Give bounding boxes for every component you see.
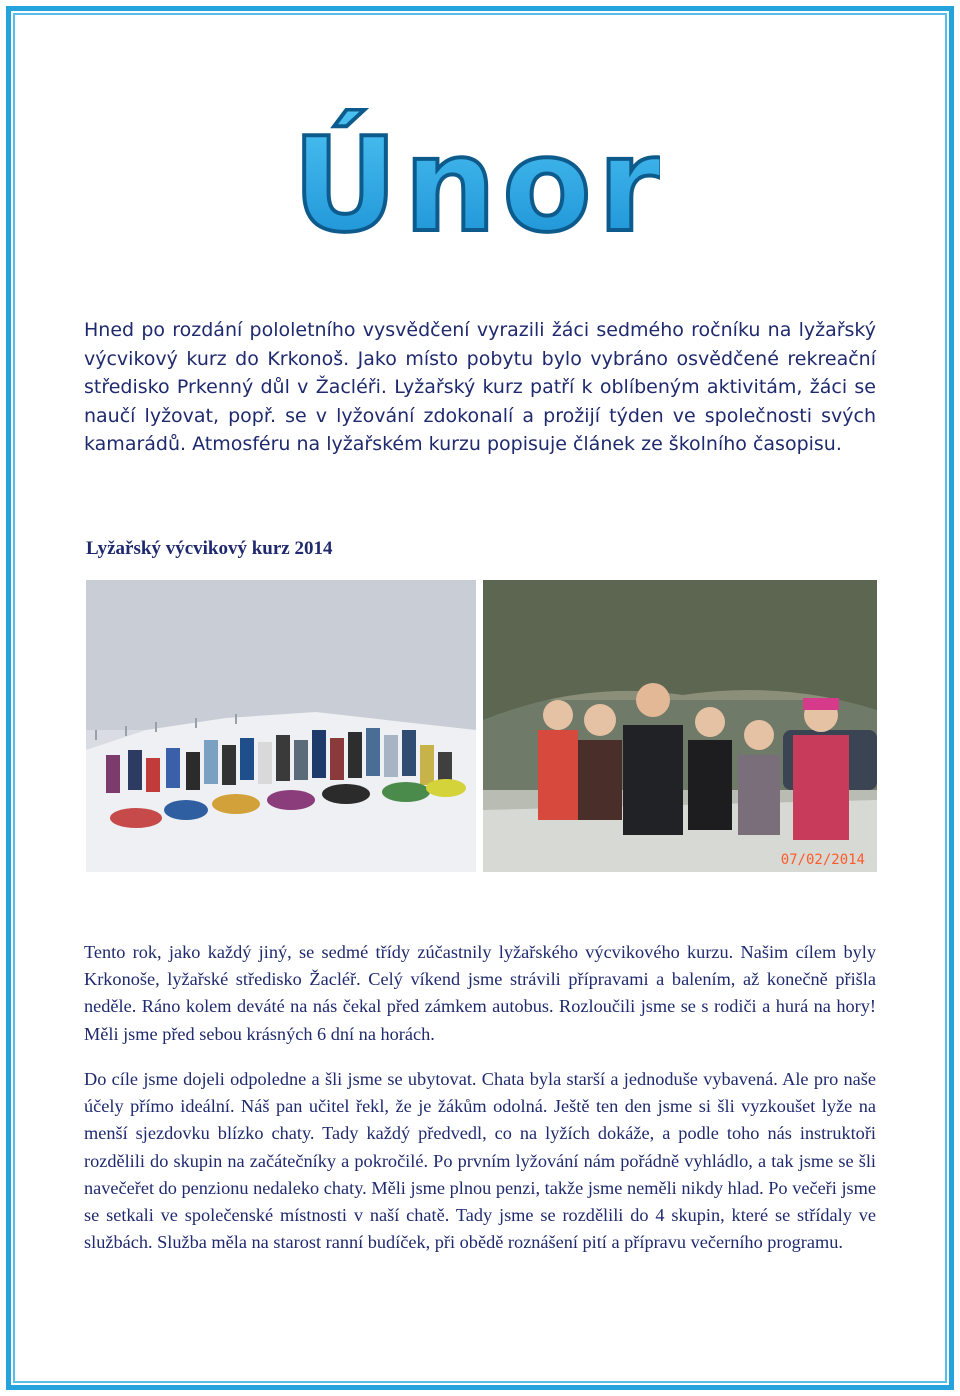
group-on-snow-photo xyxy=(86,580,476,872)
article-paragraph-2: Do cíle jsme dojeli odpoledne a šli jsme se ubytovat. Chata byla starší a jednoduše vybavená. Ale pro naše účely přímo ideální. Náš pan učitel řekl, že je žákům odolná. Ještě ten den jsme si šli vyzkoušet lyže na menší sjezdovku blízko chaty. Tady každý předvedl, co na lyžích dokáže, a podle toho nás instruktoři rozdělili do skupin na začátečníky a pokročilé. Po prvním lyžování nám pořádně vyhládlo, a tak jsme se šli navečeřet do penzionu nedaleko chaty. Měli jsme plnou penzi, takže jsme neměli nikdy hlad. Po večeři jsme se setkali ve společenské místnosti v naší chatě. Tady jsme se rozdělili do 4 skupin, které se střídaly ve službách. Služba měla na starost ranní budíček, při obědě roznášení pití a přípravu večerního programu. xyxy=(84,1069,876,1253)
article-title: Lyžařský výcvikový kurz 2014 xyxy=(86,538,333,559)
page-title-text: Únor xyxy=(300,109,660,258)
photo-date-stamp: 07/02/2014 xyxy=(780,852,865,868)
intro-paragraph: Hned po rozdání pololetního vysvědčení vyrazili žáci sedmého ročníku na lyžařský výcvikový kurz do Krkonoš. Jako místo pobytu bylo vybráno osvědčené rekreační středisko Prkenný důl v Žacléři. Lyžařský kurz patří k oblíbeným aktivitám, žáci se naučí lyžovat, popř. se v lyžování zdokonalí a prožijí týden ve společnosti svých kamarádů. Atmosféru na lyžařském kurzu popisuje článek ze školního časopisu. xyxy=(84,319,876,456)
students-outdoor-photo xyxy=(483,580,877,872)
page-title xyxy=(300,108,660,258)
article-paragraph-1: Tento rok, jako každý jiný, se sedmé třídy zúčastnily lyžařského výcvikového kurzu. Našim cílem byly Krkonoše, lyžařské středisko Žacléř. Celý víkend jsme strávili přípravami a balením, až konečně přišla neděle. Ráno kolem deváté na nás čekal před zámkem autobus. Rozloučili jsme se s rodiči a hurá na hory! Měli jsme před sebou krásných 6 dní na horách. xyxy=(84,942,876,1044)
